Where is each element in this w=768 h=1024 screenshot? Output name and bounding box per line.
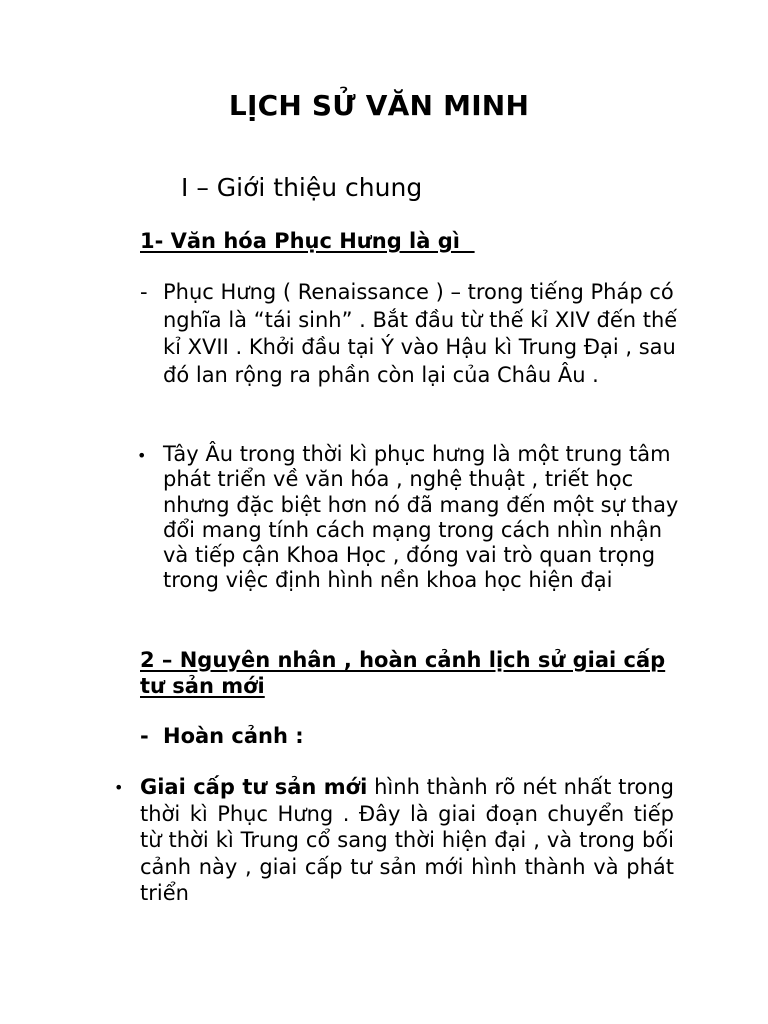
subsection-heading-2: 2 – Nguyên nhân , hoàn cảnh lịch sử giai cấp tư sản mới xyxy=(140,648,666,698)
paragraph-western-europe: Tây Âu trong thời kì phục hưng là một trung tâm phát triển về văn hóa , nghệ thuật , triết học nhưng đặc biệt hơn nó đã mang đến một sự thay đổi mang tính cách mạng trong cách nhìn nhận và tiếp cận Khoa Học , đóng vai trò quan trọng trong việc định hình nền khoa học hiện đại xyxy=(163,442,679,593)
bullet-marker: • xyxy=(114,778,124,797)
paragraph-body-text: hình thành rõ nét nhất trong thời kì Phục Hưng . Đây là giai đoạn chuyển tiếp từ thời kì Trung cổ sang thời hiện đại , và trong bối cảnh này , giai cấp tư sản mới hình thành và phát triển xyxy=(140,775,674,905)
bold-lead-text: Giai cấp tư sản mới xyxy=(140,775,368,799)
dash-marker: - xyxy=(140,724,149,748)
dash-marker: - xyxy=(140,280,148,304)
paragraph-renaissance-definition: Phục Hưng ( Renaissance ) – trong tiếng Pháp có nghĩa là “tái sinh” . Bắt đầu từ thế kỉ XIV đến thế kỉ XVII . Khởi đầu tại Ý vào Hậu kì Trung Đại , sau đó lan rộng ra phần còn lại của Châu Âu . xyxy=(163,280,678,387)
bullet-marker: • xyxy=(137,446,147,465)
document-title: LỊCH SỬ VĂN MINH xyxy=(228,89,530,122)
subsection-heading-1: 1- Văn hóa Phục Hưng là gì xyxy=(140,229,475,253)
section-heading: I – Giới thiệu chung xyxy=(181,173,423,202)
context-label: Hoàn cảnh : xyxy=(163,724,304,748)
paragraph-bourgeoisie xyxy=(140,774,674,907)
